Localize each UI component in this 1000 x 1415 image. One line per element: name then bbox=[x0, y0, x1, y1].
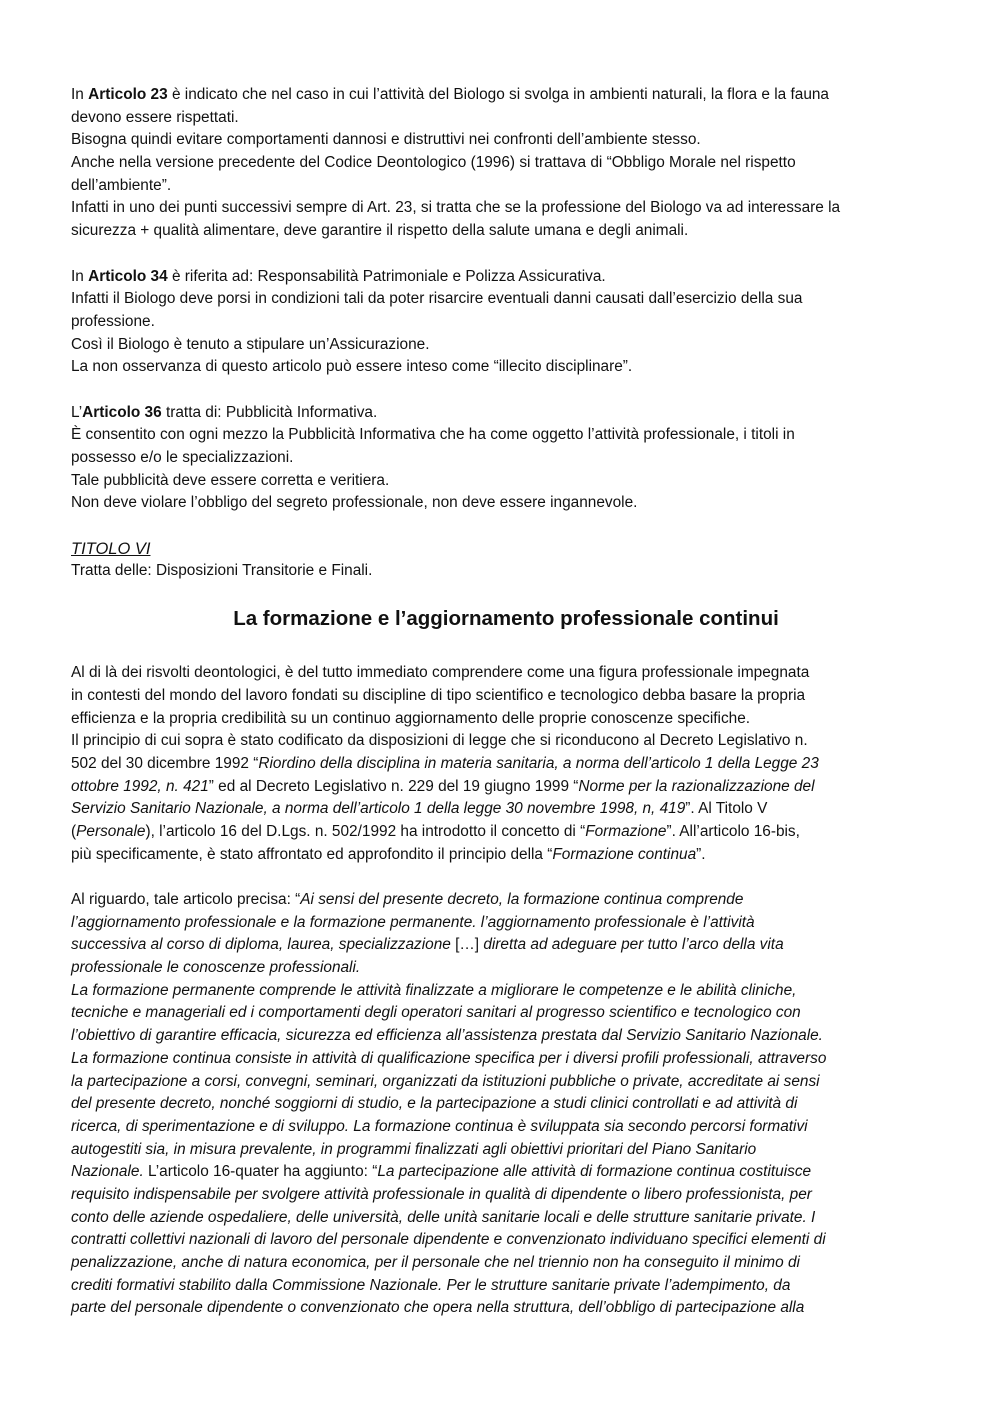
text-line: sicurezza + qualità alimentare, deve garantire il rispetto della salute umana e degli animali. bbox=[71, 222, 689, 240]
italic-run: conto delle aziende ospedaliere, delle università, delle unità sanitarie locali e delle strutture sanitarie private. I bbox=[71, 1208, 816, 1226]
text-line bbox=[71, 798, 931, 821]
article-number: Articolo 34 bbox=[88, 267, 168, 285]
italic-run: autogestiti sia, in misura prevalente, in programmi finalizzati agli obiettivi prioritari del Piano Sanitario bbox=[71, 1140, 757, 1158]
text-line bbox=[71, 538, 931, 561]
article-number: Articolo 23 bbox=[88, 86, 168, 103]
text-line: Non deve violare l’obbligo del segreto professionale, non deve essere ingannevole. bbox=[71, 494, 638, 512]
text-run: In bbox=[71, 86, 89, 103]
italic-run: Personale bbox=[76, 822, 146, 840]
text-line: La non osservanza di questo articolo può essere inteso come “illecito disciplinare”. bbox=[71, 358, 633, 376]
italic-run: l’aggiornamento professionale e la formazione permanente. l’aggiornamento professionale è l’attività bbox=[71, 913, 755, 931]
text-line: efficienza e la propria credibilità su un continuo aggiornamento delle proprie conoscenze specifiche. bbox=[71, 709, 751, 727]
text-line bbox=[71, 1161, 931, 1184]
text-run: è riferita ad: Responsabilità Patrimoniale e Polizza Assicurativa. bbox=[167, 267, 606, 285]
text-line: Anche nella versione precedente del Codice Deontologico (1996) si trattava di “Obbligo Morale nel rispetto bbox=[71, 154, 796, 172]
text-run: tratta di: Pubblicità Informativa. bbox=[161, 403, 378, 421]
text-line: professione. bbox=[71, 312, 155, 330]
text-line: È consentito con ogni mezzo la Pubblicità Informativa che ha come oggetto l’attività professionale, i titoli in bbox=[71, 426, 795, 444]
text-run: più specificamente, è stato affrontato ed approfondito il principio della “ bbox=[71, 845, 553, 863]
text-run: è indicato che nel caso in cui l’attività del Biologo si svolga in ambienti naturali, la flora e la fauna bbox=[167, 86, 829, 103]
text-run: ”. All’articolo 16-bis, bbox=[666, 822, 800, 840]
text-run: ), l’articolo 16 del D.Lgs. n. 502/1992 ha introdotto il concetto di “ bbox=[145, 822, 586, 840]
titolo-vi-title: TITOLO VI bbox=[71, 539, 151, 558]
text-line bbox=[71, 266, 931, 289]
italic-run: la partecipazione a corsi, convegni, seminari, organizzati da istituzioni pubbliche o private, accreditate ai sensi bbox=[71, 1072, 820, 1090]
text-line bbox=[71, 753, 931, 776]
section-articolo-36 bbox=[71, 402, 931, 515]
italic-run: l’obiettivo di garantire efficacia, sicurezza ed efficienza all’assistenza prestata dal Servizio Sanitario Nazionale. bbox=[71, 1027, 823, 1045]
text-line: in contesti del mondo del lavoro fondati su discipline di tipo scientifico e tecnologico debba basare la propria bbox=[71, 686, 806, 704]
text-line bbox=[71, 1297, 931, 1320]
text-line bbox=[71, 1025, 931, 1048]
text-line bbox=[71, 776, 931, 799]
italic-run: crediti formativi stabilito dalla Commissione Nazionale. Per le strutture sanitarie private l’adempimento, da bbox=[71, 1276, 791, 1294]
text-line bbox=[71, 1071, 931, 1094]
italic-run: La formazione continua consiste in attività di qualificazione specifica per i diversi profili professionali, attraverso bbox=[71, 1049, 827, 1067]
italic-run: penalizzazione, anche di natura economica, per il personale che nel triennio non ha conseguito il minimo di bbox=[71, 1254, 800, 1271]
text-line: Al di là dei risvolti deontologici, è del tutto immediato comprendere come una figura professionale impegnata bbox=[71, 664, 810, 682]
italic-run: La partecipazione alle attività di formazione continua costituisce bbox=[377, 1163, 812, 1181]
section-articolo-34 bbox=[71, 266, 931, 379]
text-line bbox=[71, 844, 931, 867]
italic-run: Formazione bbox=[585, 822, 667, 840]
text-line: Infatti in uno dei punti successivi sempre di Art. 23, si tratta che se la professione del Biologo va ad interessare la bbox=[71, 199, 841, 217]
italic-run: del presente decreto, nonché soggiorni di studio, e la partecipazione a studi clinici controllati e ad attività di bbox=[71, 1095, 798, 1113]
text-line bbox=[71, 1002, 931, 1025]
italic-run: tecniche e manageriali ed i comportamenti degli operatori sanitari al progresso scientifico e tecnologico con bbox=[71, 1004, 801, 1022]
document-page bbox=[71, 84, 931, 1320]
italic-run: ricerca, di sperimentazione e di sviluppo. La formazione continua è sviluppata sia secondo percorsi formativi bbox=[71, 1117, 808, 1135]
paragraph-formazione-quote bbox=[71, 889, 931, 1320]
text-line bbox=[71, 1048, 931, 1071]
text-line: Bisogna quindi evitare comportamenti dannosi e distruttivi nei confronti dell’ambiente stesso. bbox=[71, 131, 701, 149]
text-run: ”. Al Titolo V bbox=[685, 800, 768, 818]
text-run: ”. bbox=[696, 845, 706, 863]
text-line bbox=[71, 1207, 931, 1230]
article-number: Articolo 36 bbox=[82, 403, 162, 421]
italic-run: Formazione continua bbox=[552, 845, 697, 863]
text-run: In bbox=[71, 267, 89, 285]
text-run: ( bbox=[71, 822, 77, 840]
text-run: L’ bbox=[71, 403, 83, 421]
text-line: possesso e/o le specializzazioni. bbox=[71, 449, 294, 466]
section-titolo-vi bbox=[71, 538, 931, 583]
paragraph-gap bbox=[71, 866, 931, 889]
italic-run: parte del personale dipendente o convenzionato che opera nella struttura, dell’obbligo di partecipazione alla bbox=[71, 1299, 805, 1317]
section-articolo-23 bbox=[71, 84, 931, 243]
italic-run: Nazionale. bbox=[71, 1163, 144, 1181]
italic-run: Servizio Sanitario Nazionale, a norma dell’articolo 1 della legge 30 novembre 1998, n, 419 bbox=[71, 800, 686, 818]
text-line bbox=[71, 1093, 931, 1116]
italic-run: diretta ad adeguare per tutto l’arco della vita bbox=[483, 936, 784, 954]
italic-run: successiva al corso di diploma, laurea, specializzazione bbox=[71, 936, 451, 954]
text-run: L’articolo 16-quater ha aggiunto: “ bbox=[143, 1163, 378, 1181]
italic-run: ottobre 1992, n. 421 bbox=[71, 777, 209, 795]
text-run: Al riguardo, tale articolo precisa: “ bbox=[71, 891, 301, 908]
paragraph-formazione-intro bbox=[71, 662, 931, 866]
text-run: […] bbox=[450, 936, 484, 954]
text-line bbox=[71, 957, 931, 980]
text-line bbox=[71, 821, 931, 844]
italic-run: Riordino della disciplina in materia sanitaria, a norma dell’articolo 1 della Legge 23 bbox=[258, 754, 819, 772]
text-run: ” ed al Decreto Legislativo n. 229 del 19 giugno 1999 “ bbox=[208, 777, 579, 795]
italic-run: requisito indispensabile per svolgere attività professionale in qualità di dipendente o libero professionista, per bbox=[71, 1185, 812, 1203]
text-line bbox=[71, 934, 931, 957]
text-line bbox=[71, 1116, 931, 1139]
text-line: Infatti il Biologo deve porsi in condizioni tali da poter risarcire eventuali danni causati dall’esercizio della sua bbox=[71, 290, 803, 308]
text-line bbox=[71, 889, 931, 912]
text-line bbox=[71, 402, 931, 425]
text-line bbox=[71, 1184, 931, 1207]
italic-run: Ai sensi del presente decreto, la formazione continua comprende bbox=[300, 891, 744, 908]
text-line: Tale pubblicità deve essere corretta e veritiera. bbox=[71, 471, 390, 489]
text-line bbox=[71, 912, 931, 935]
italic-run: professionale le conoscenze professionali. bbox=[71, 959, 361, 977]
paragraph-gap bbox=[71, 379, 931, 402]
text-run: 502 del 30 dicembre 1992 “ bbox=[71, 754, 259, 772]
text-line bbox=[71, 1139, 931, 1162]
italic-run: La formazione permanente comprende le attività finalizzate a migliorare le competenze e le abilità cliniche, bbox=[71, 981, 797, 999]
text-line bbox=[71, 1275, 931, 1298]
text-line bbox=[71, 1252, 931, 1275]
italic-run: Norme per la razionalizzazione del bbox=[578, 777, 815, 795]
text-line bbox=[71, 980, 931, 1003]
text-line: devono essere rispettati. bbox=[71, 108, 239, 126]
text-line bbox=[71, 1229, 931, 1252]
italic-run: contratti collettivi nazionali di lavoro del personale dipendente e convenzionato individuano specifici elementi di bbox=[71, 1231, 826, 1249]
text-line: Il principio di cui sopra è stato codificato da disposizioni di legge che si riconducono al Decreto Legislativo n. bbox=[71, 732, 808, 750]
text-line: Così il Biologo è tenuto a stipulare un’Assicurazione. bbox=[71, 335, 430, 353]
section-heading: La formazione e l’aggiornamento professionale continui bbox=[233, 607, 779, 631]
paragraph-gap bbox=[71, 515, 931, 538]
text-line: dell’ambiente”. bbox=[71, 176, 172, 194]
text-line: Tratta delle: Disposizioni Transitorie e Finali. bbox=[71, 562, 373, 580]
text-line bbox=[71, 84, 931, 107]
paragraph-gap bbox=[71, 243, 931, 266]
